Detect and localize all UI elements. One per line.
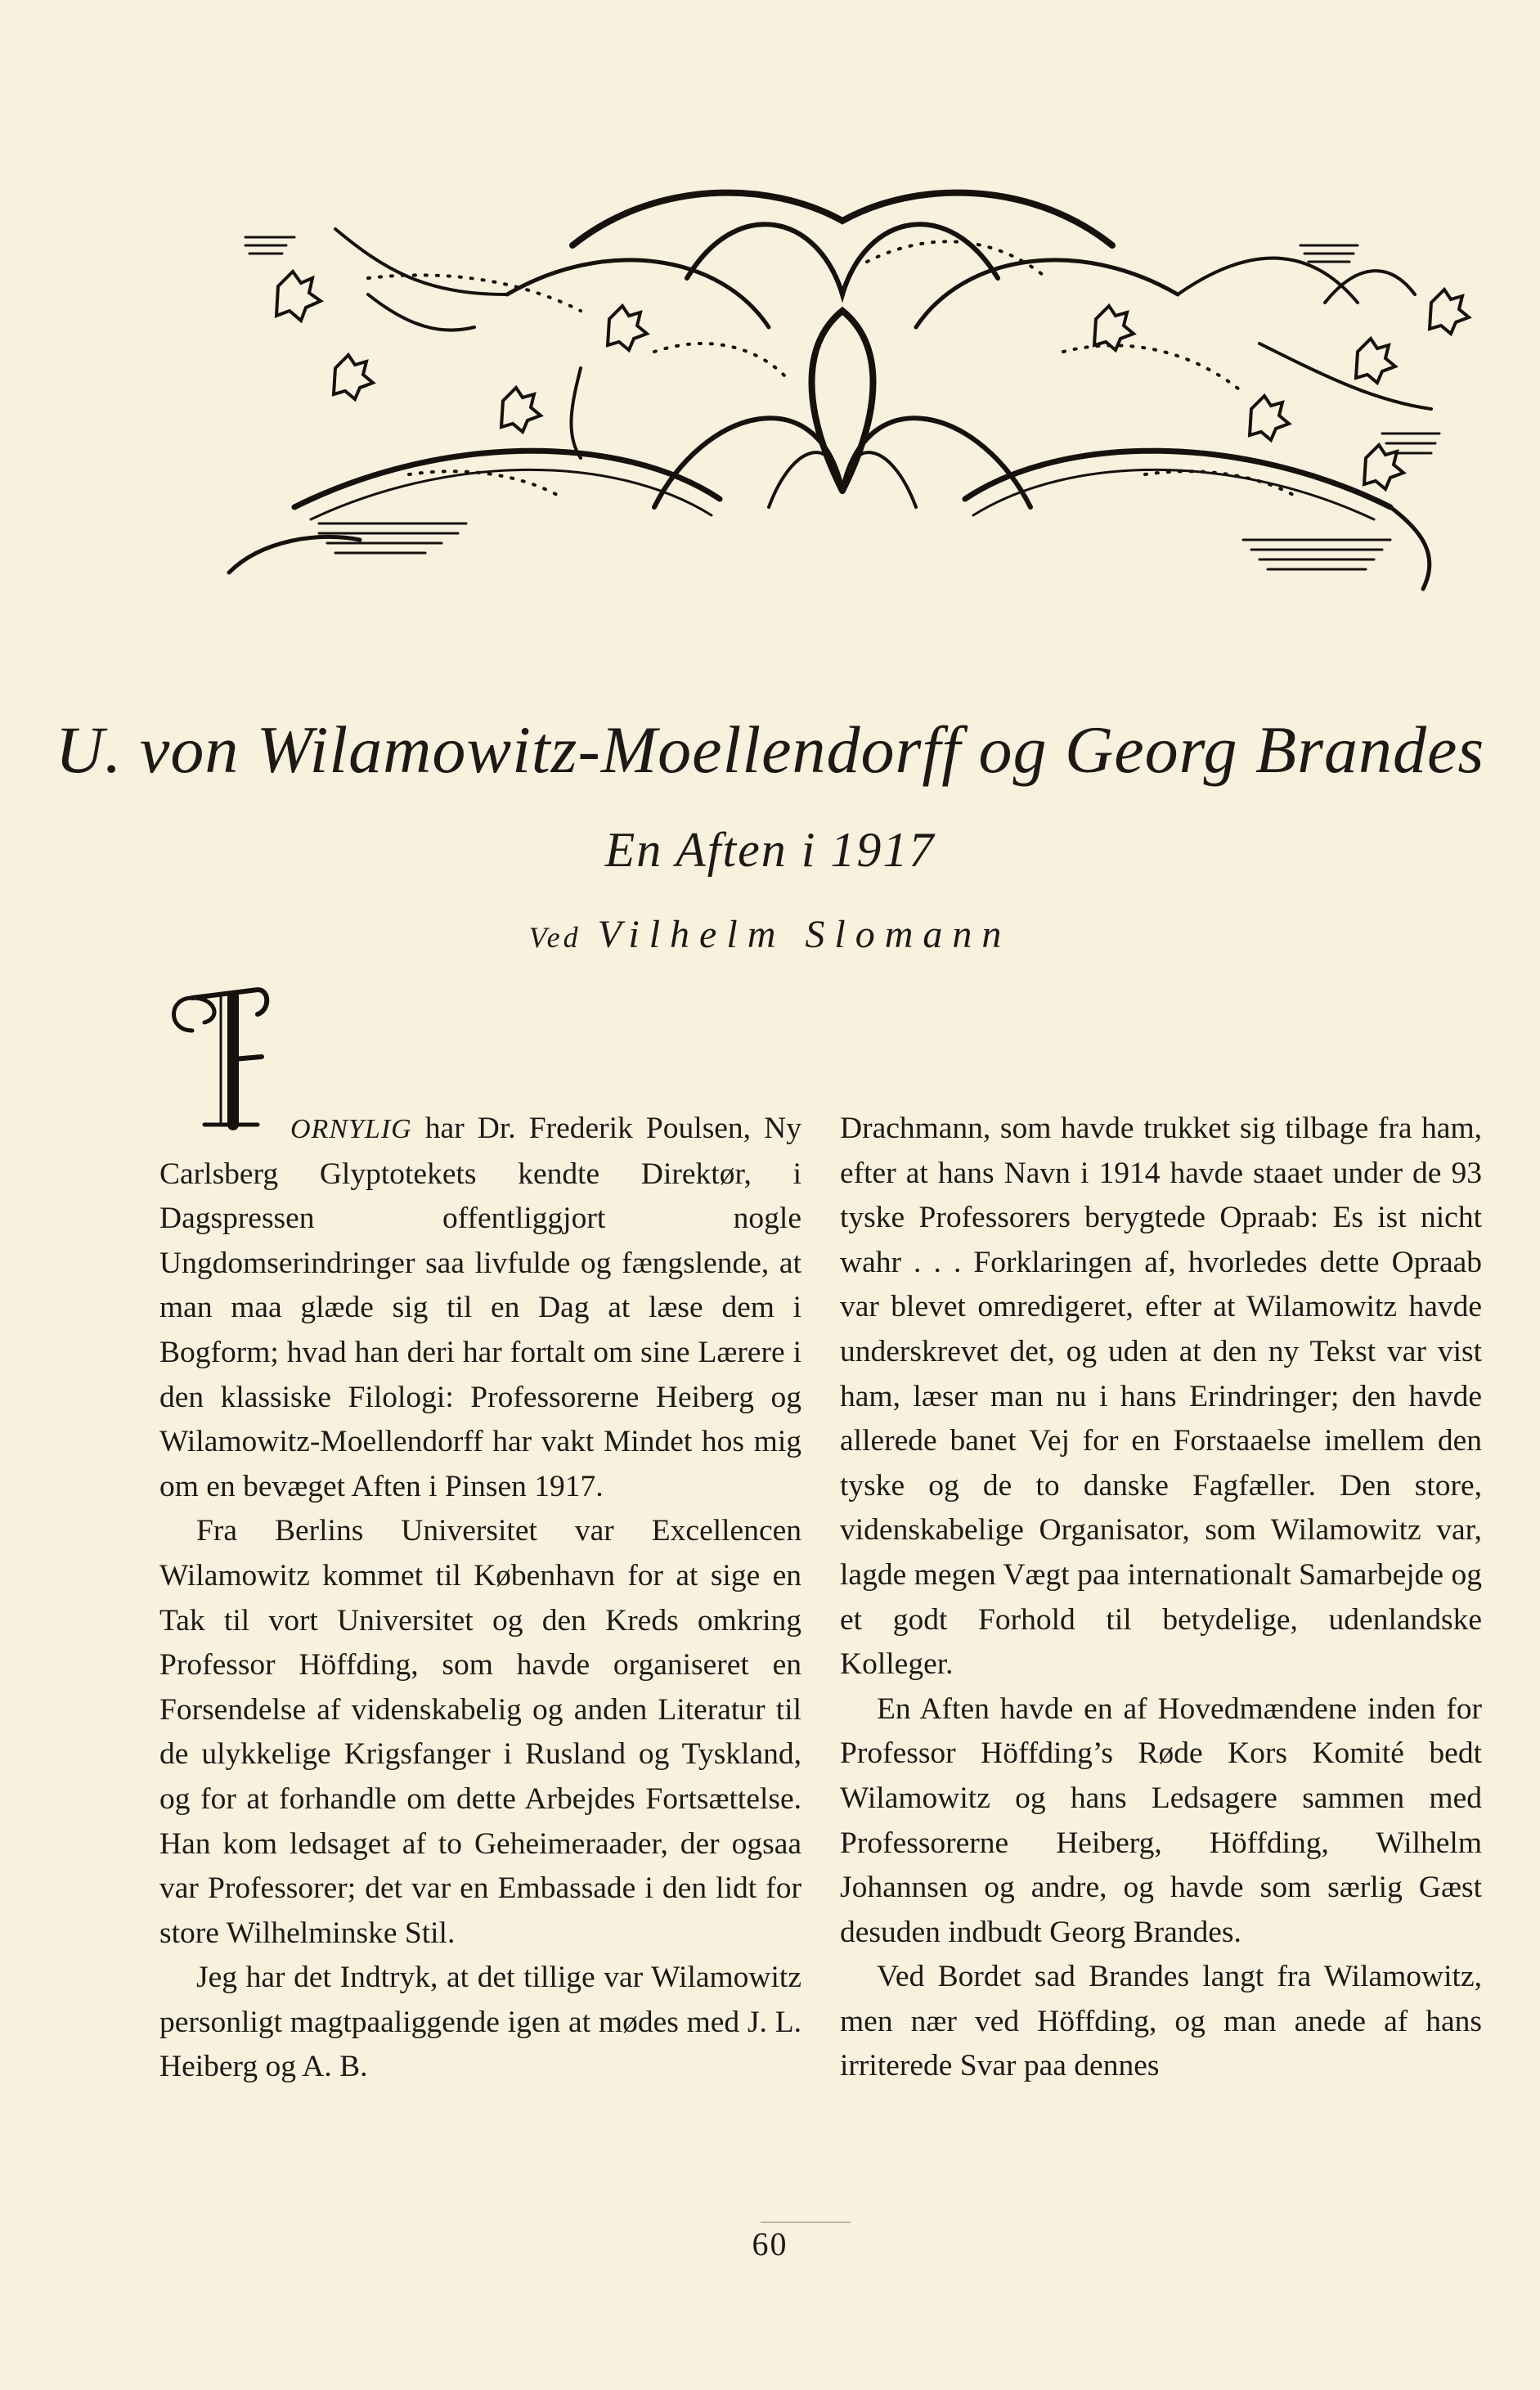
page-number: 60 — [752, 2226, 788, 2262]
paragraph: Ved Bordet sad Brandes langt fra Wilamowitz, men nær ved Höffding, og man anede af hans irriterede Svar paa dennes — [840, 1960, 1482, 2083]
byline-prefix: Ved — [528, 921, 581, 954]
text-column-left — [159, 1107, 801, 2090]
article-title: U. von Wilamowitz-Moellendorff og Georg Brandes — [55, 712, 1485, 787]
text-column-right — [840, 1107, 1482, 2089]
byline — [0, 912, 1540, 957]
paragraph: Jeg har det Indtryk, at det tillige var Wilamowitz personligt magtpaaliggende igen at mødes med J. L. Heiberg og A. B. — [159, 1961, 801, 2084]
article-subtitle: En Aften i 1917 — [604, 823, 936, 877]
paragraph: Drachmann, som havde trukket sig tilbage fra ham, efter at hans Navn i 1914 havde staaet under de 93 tyske Professorers berygtede Opraab: Es ist nicht wahr . . . Forklaringen af, hvorledes dette Opraab var blevet omredigeret, efter at Wilamowitz havde underskrevet det, og uden at den ny Tekst var vist ham, læser man nu i hans Erindringer; den havde allerede banet Vej for en Forstaaelse imellem den tyske og de to danske Fagfæller. Den store, videnskabelige Organisator, som Wilamowitz var, lagde megen Vægt paa internationalt Samarbejde og et godt Forhold til betydelige, udenlandske Kolleger. — [840, 1112, 1482, 1682]
page-number-rule — [761, 2222, 851, 2223]
byline-author: Vilhelm Slomann — [597, 913, 1012, 956]
paragraph-text: har Dr. Frederik Poulsen, Ny Carlsberg Glyptotekets kendte Direktør, i Dagspressen offentliggjort nogle Ungdomserindringer saa livfulde og fængslende, at man maa glæde sig til en Dag at læse dem i Bogform; hvad han deri har fortalt om sine Lærere i den klassiske Filologi: Professorerne Heiberg og Wilamowitz-Moellendorff har vakt Mindet hos mig om en bevæget Aften i Pinsen 1917. — [159, 1112, 801, 1503]
vine-ornament-icon — [196, 164, 1488, 638]
paragraph: En Aften havde en af Hovedmændene inden for Professor Höffding’s Røde Kors Komité bedt Wilamowitz og hans Ledsagere sammen med Professorerne Heiberg, Höffding, Wilhelm Johannsen og andre, og havde som særlig Gæst desuden indbudt Georg Brandes. — [840, 1691, 1482, 1949]
paragraph: Fra Berlins Universitet var Excellencen Wilamowitz kommet til København for at sige en Tak til vort Universitet og den Kreds omkring Professor Höffding, som havde organiseret en Forsendelse af videnskabelig og anden Literatur til de ulykkelige Krigsfanger i Rusland og Tyskland, og for at forhandle om dette Arbejdes Fortsættelse. Han kom ledsaget af to Geheimeraader, der ogsaa var Professorer; det var en Embassade i den lidt for store Wilhelminske Stil. — [159, 1514, 801, 1950]
lead-word: ORNYLIG — [290, 1114, 412, 1144]
paragraph — [159, 1107, 801, 1509]
drop-cap-letter: F — [159, 971, 167, 985]
